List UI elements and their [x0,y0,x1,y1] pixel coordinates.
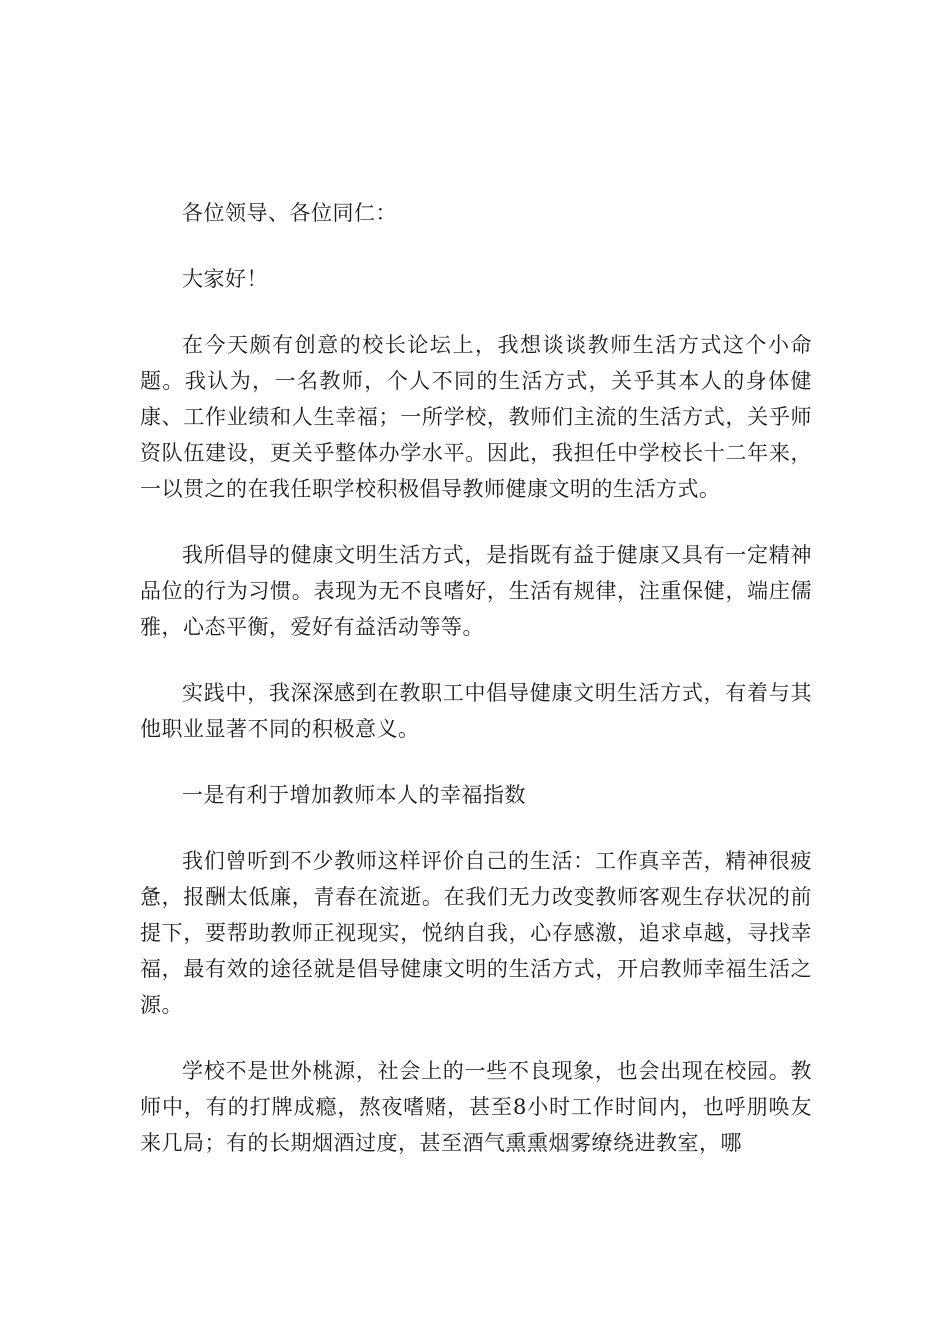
section-heading: 一是有利于增加教师本人的幸福指数 [182,783,526,807]
body-paragraph: 实践中，我深深感到在教职工中倡导健康文明生活方式，有着与其他职业显著不同的积极意义。 [140,681,812,741]
salutation: 各位领导、各位同仁： [182,201,397,225]
greeting: 大家好！ [182,267,268,291]
body-paragraph: 在今天颇有创意的校长论坛上，我想谈谈教师生活方式这个小命题。我认为，一名教师，个人不同的生活方式，关乎其本人的身体健康、工作业绩和人生幸福；一所学校，教师们主流的生活方式，关乎师资队伍建设，更关乎整体办学水平。因此，我担任中学校长十二年来，一以贯之的在我任职学校积极倡导教师健康文明的生活方式。 [140,333,812,501]
body-paragraph: 学校不是世外桃源，社会上的一些不良现象，也会出现在校园。教师中，有的打牌成瘾，熬夜嗜赌，甚至8小时工作时间内，也呼朋唤友来几局；有的长期烟酒过度，甚至酒气熏熏烟雾缭绕进教室，哪 [140,1059,812,1155]
body-paragraph: 我们曾听到不少教师这样评价自己的生活：工作真辛苦，精神很疲惫，报酬太低廉，青春在流逝。在我们无力改变教师客观生存状况的前提下，要帮助教师正视现实，悦纳自我，心存感激，追求卓越，寻找幸福，最有效的途径就是倡导健康文明的生活方式，开启教师幸福生活之源。 [140,849,812,1017]
document-body [140,195,812,1191]
body-paragraph: 我所倡导的健康文明生活方式，是指既有益于健康又具有一定精神品位的行为习惯。表现为无不良嗜好，生活有规律，注重保健，端庄儒雅，心态平衡，爱好有益活动等等。 [140,543,812,639]
